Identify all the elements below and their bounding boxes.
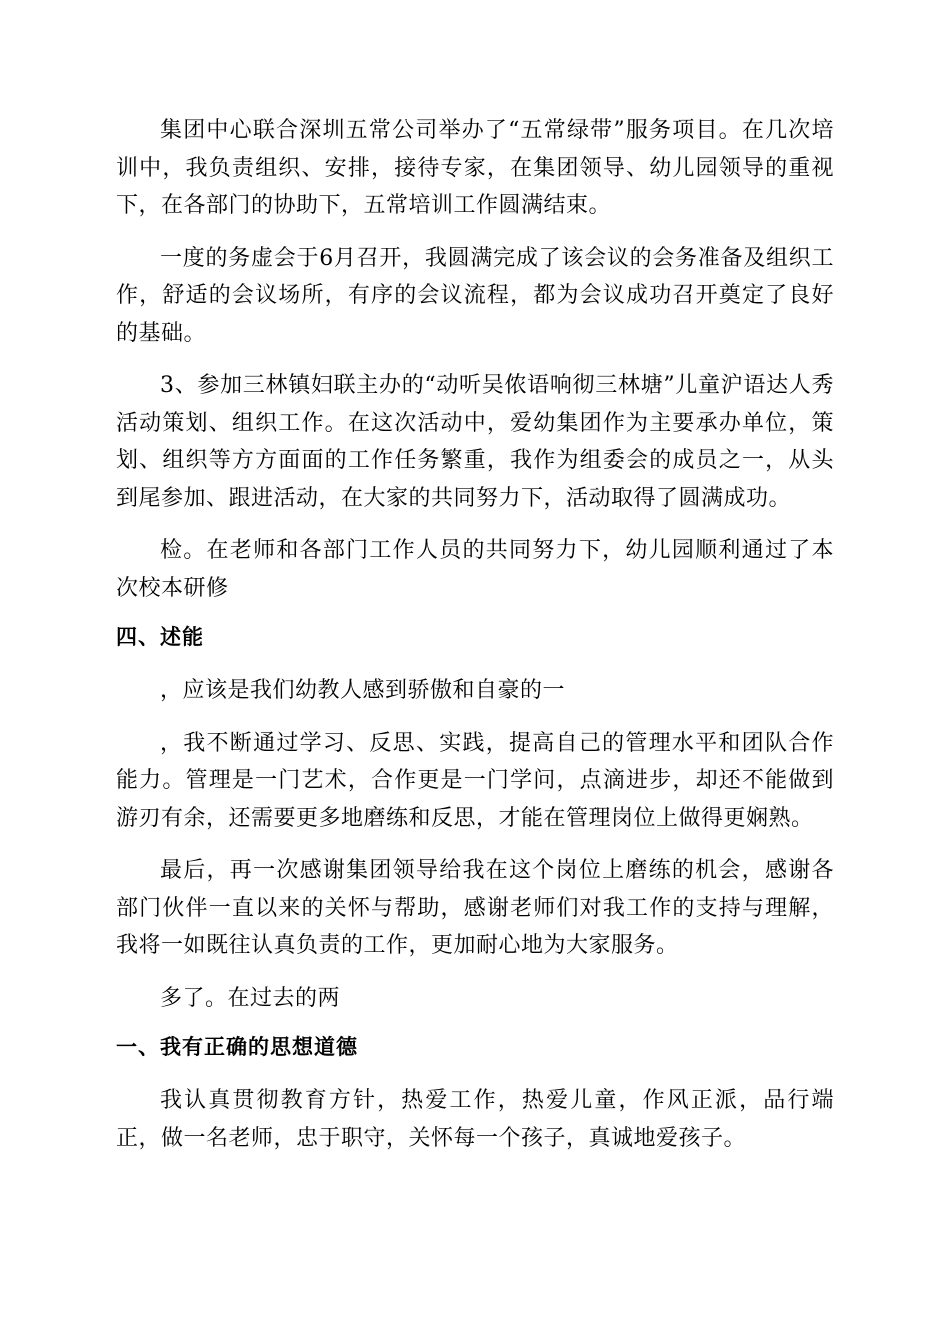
paragraph-inspection: 检。在老师和各部门工作人员的共同努力下，幼儿园顺利通过了本次校本研修: [116, 538, 834, 601]
paragraph-wuchang-training: 集团中心联合深圳五常公司举办了“五常绿带”服务项目。在几次培训中，我负责组织、安排，接待专家，在集团领导、幼儿园领导的重视下，在各部门的协助下，五常培训工作圆满结束。: [116, 118, 834, 218]
paragraph-thanks: 最后，再一次感谢集团领导给我在这个岗位上磨练的机会，感谢各部门伙伴一直以来的关怀与帮助，感谢老师们对我工作的支持与理解，我将一如既往认真负责的工作，更加耐心地为大家服务。: [116, 858, 834, 958]
section-heading-morality: 一、我有正确的思想道德: [116, 1035, 358, 1059]
section-heading-ability: 四、述能: [116, 625, 204, 649]
paragraph-past: 多了。在过去的两: [160, 985, 341, 1011]
paragraph-pride: ，应该是我们幼教人感到骄傲和自豪的一: [160, 678, 566, 703]
paragraph-sanlin-event: 3、参加三林镇妇联主办的“动听吴侬语响彻三林塘”儿童沪语达人秀活动策划、组织工作。在这次活动中，爱幼集团作为主要承办单位，策划、组织等方方面面的工作任务繁重，我作为组委会的成员之一，从头到尾参加、跟进活动，在大家的共同努力下，活动取得了圆满成功。: [116, 373, 834, 511]
paragraph-meeting: 一度的务虚会于6月召开，我圆满完成了该会议的会务准备及组织工作，舒适的会议场所，有序的会议流程，都为会议成功召开奠定了良好的基础。: [116, 245, 834, 346]
paragraph-management: ，我不断通过学习、反思、实践，提高自己的管理水平和团队合作能力。管理是一门艺术，合作更是一门学问，点滴进步，却还不能做到游刃有余，还需要更多地磨练和反思，才能在管理岗位上做得更娴熟。: [116, 730, 834, 831]
document-body: [116, 112, 834, 1172]
paragraph-education: 我认真贯彻教育方针，热爱工作，热爱儿童，作风正派，品行端正，做一名老师，忠于职守，关怀每一个孩子，真诚地爱孩子。: [116, 1088, 834, 1151]
